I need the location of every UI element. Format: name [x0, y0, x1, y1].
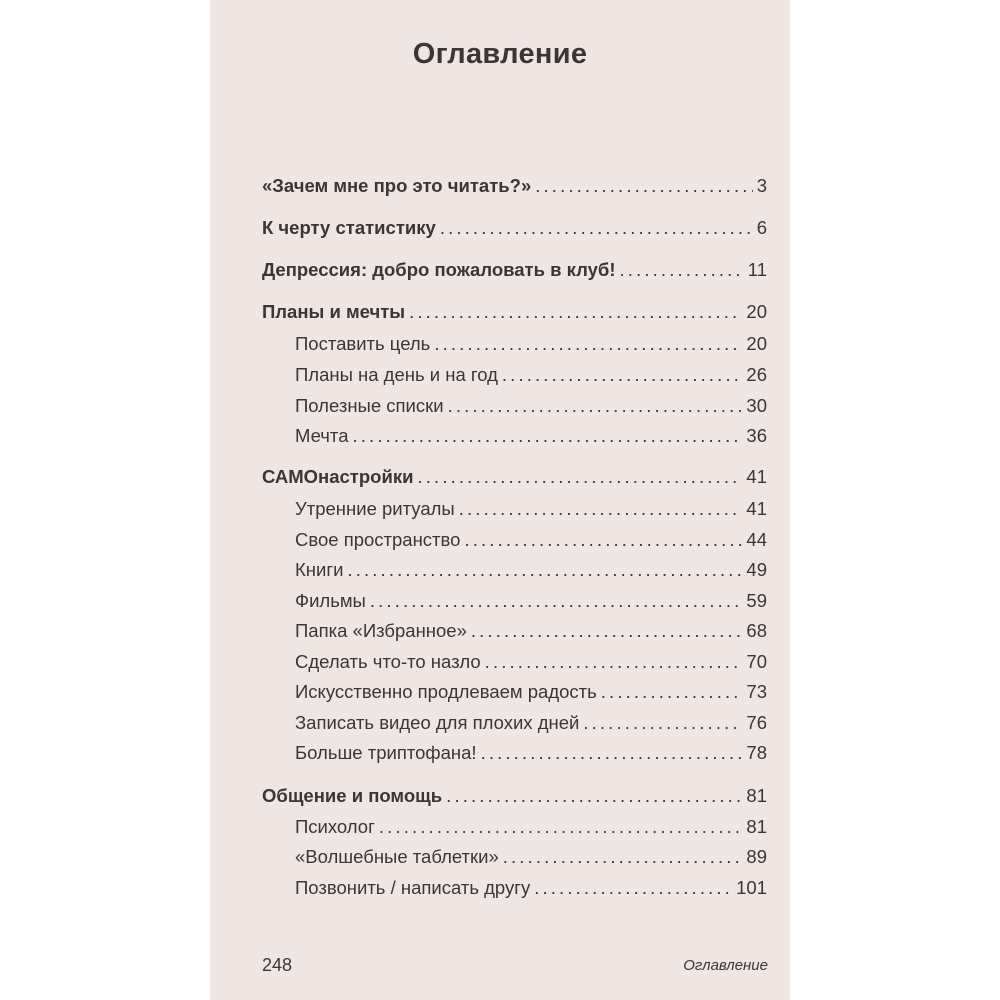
toc-entry-page: 78	[746, 742, 767, 763]
toc-subentry	[295, 558, 767, 582]
dot-leader	[448, 394, 743, 418]
toc-entry-page: 44	[746, 529, 767, 550]
toc-subentry	[295, 680, 767, 704]
book-page	[210, 0, 790, 1000]
toc-subentry	[295, 711, 767, 735]
toc-entry-label: «Зачем мне про это читать?»	[262, 175, 532, 196]
toc-entry-label: Позвонить / написать другу	[295, 877, 531, 898]
dot-leader	[417, 465, 742, 489]
toc-entry-page: 76	[746, 712, 767, 733]
toc-entry-label: Полезные списки	[295, 395, 444, 416]
toc-entry-page: 81	[746, 816, 767, 837]
toc-entry-page: 11	[747, 259, 767, 280]
toc-entry-label: Записать видео для плохих дней	[295, 712, 580, 733]
toc-subentry	[295, 497, 767, 521]
toc-entry-page: 26	[746, 364, 767, 385]
toc-entry-label: Утренние ритуалы	[295, 498, 455, 519]
toc-entry-label: САМОнастройки	[262, 466, 414, 487]
dot-leader	[535, 174, 752, 198]
toc-entry-page: 89	[746, 846, 767, 867]
toc-entry-label: Фильмы	[295, 590, 366, 611]
toc-entry-label: Больше триптофана!	[295, 742, 477, 763]
toc-entry-page: 6	[756, 217, 767, 238]
toc-entry-page: 49	[746, 559, 767, 580]
toc-entry	[262, 465, 767, 489]
toc-entry-label: Психолог	[295, 816, 375, 837]
dot-leader	[471, 619, 743, 643]
toc-entry-page: 20	[746, 301, 767, 322]
toc-entry-label: Мечта	[295, 425, 349, 446]
toc-entry-label: «Волшебные таблетки»	[295, 846, 499, 867]
toc-subentry	[295, 650, 767, 674]
toc-entry-page: 101	[736, 877, 767, 898]
dot-leader	[620, 258, 744, 282]
toc-subentry	[295, 363, 767, 387]
toc-entry-page: 41	[746, 466, 767, 487]
page-number: 248	[262, 955, 293, 975]
dot-leader	[601, 680, 743, 704]
dot-leader	[440, 216, 753, 240]
toc-entry-page: 41	[746, 498, 767, 519]
dot-leader	[502, 363, 743, 387]
toc-subentry	[295, 876, 767, 900]
dot-leader	[583, 711, 742, 735]
toc-entry-label: К черту статистику	[262, 217, 436, 238]
dot-leader	[347, 558, 742, 582]
toc-entry-label: Книги	[295, 559, 344, 580]
toc-entry-label: Искусственно продлеваем радость	[295, 681, 597, 702]
toc-entry-page: 73	[746, 681, 767, 702]
toc-entry-label: Планы на день и на год	[295, 364, 498, 385]
toc-entry-label: Депрессия: добро пожаловать в клуб!	[262, 259, 616, 280]
toc-subentry	[295, 394, 767, 418]
dot-leader	[379, 815, 743, 839]
running-title: Оглавление	[683, 957, 768, 974]
dot-leader	[534, 876, 732, 900]
toc-subentry	[295, 589, 767, 613]
dot-leader	[464, 528, 742, 552]
toc-entry-label: Планы и мечты	[262, 301, 406, 322]
toc-subentry	[295, 528, 767, 552]
toc-subentry	[295, 332, 767, 356]
dot-leader	[503, 845, 743, 869]
toc-subentry	[295, 741, 767, 765]
toc-entry	[262, 258, 767, 282]
toc-entry	[262, 174, 767, 198]
toc-entry-page: 81	[746, 785, 767, 806]
toc-entry	[262, 300, 767, 324]
toc-subentry	[295, 815, 767, 839]
toc-subentry	[295, 845, 767, 869]
toc-entry-page: 68	[746, 620, 767, 641]
toc-entry-label: Свое пространство	[295, 529, 461, 550]
toc-entry-label: Общение и помощь	[262, 785, 443, 806]
dot-leader	[434, 332, 742, 356]
toc-entry-page: 20	[746, 333, 767, 354]
toc-entry-page: 70	[746, 651, 767, 672]
toc-entry-page: 59	[746, 590, 767, 611]
dot-leader	[481, 741, 743, 765]
dot-leader	[370, 589, 743, 613]
toc-subentry	[295, 424, 767, 448]
toc-entry-label: Папка «Избранное»	[295, 620, 467, 641]
toc-entry-label: Поставить цель	[295, 333, 431, 354]
page-title: Оглавление	[412, 38, 588, 70]
toc-entry-label: Сделать что-то назло	[295, 651, 481, 672]
toc-subentry	[295, 619, 767, 643]
toc-entry-page: 3	[756, 175, 767, 196]
dot-leader	[409, 300, 742, 324]
dot-leader	[353, 424, 743, 448]
toc-entry	[262, 784, 767, 808]
dot-leader	[459, 497, 743, 521]
toc-entry-page: 30	[746, 395, 767, 416]
toc-entry	[262, 216, 767, 240]
toc-entry-page: 36	[746, 425, 767, 446]
dot-leader	[446, 784, 742, 808]
dot-leader	[485, 650, 743, 674]
